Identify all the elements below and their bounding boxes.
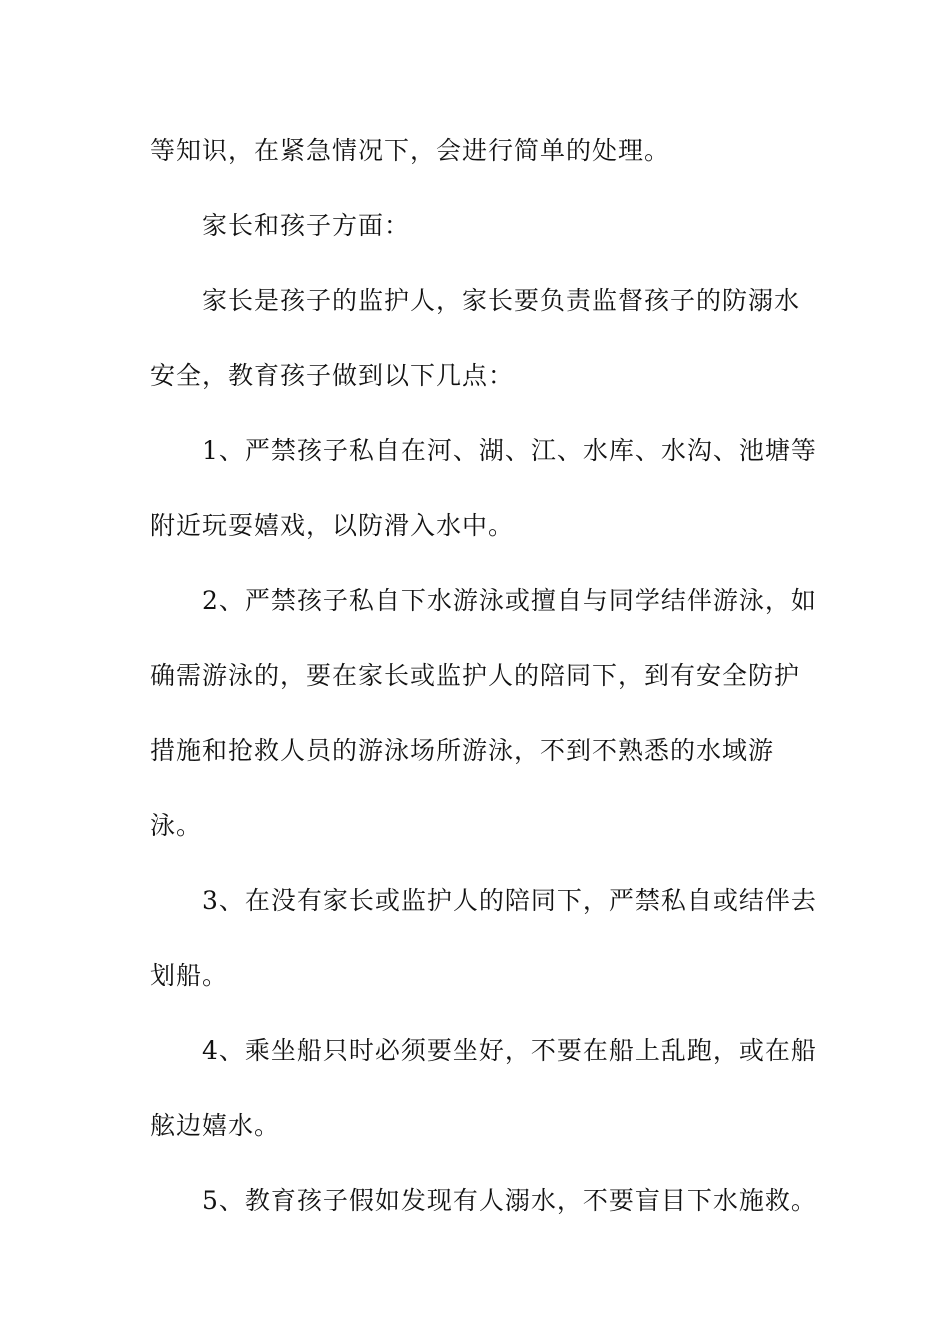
text-line-15: 5、教育孩子假如发现有人溺水，不要盲目下水施救。 xyxy=(202,1186,817,1215)
text-line-7: 2、严禁孩子私自下水游泳或擅自与同学结伴游泳，如 xyxy=(202,586,817,615)
text-line-2: 家长和孩子方面： xyxy=(202,211,411,240)
text-line-6: 附近玩耍嬉戏，以防滑入水中。 xyxy=(150,511,515,540)
text-line-14: 舷边嬉水。 xyxy=(150,1111,281,1140)
text-line-13: 4、乘坐船只时必须要坐好，不要在船上乱跑，或在船 xyxy=(202,1036,817,1065)
text-line-12: 划船。 xyxy=(150,961,229,990)
text-line-4: 安全，教育孩子做到以下几点： xyxy=(150,361,515,390)
text-line-11: 3、在没有家长或监护人的陪同下，严禁私自或结伴去 xyxy=(202,886,817,915)
text-line-10: 泳。 xyxy=(150,811,203,840)
text-line-5: 1、严禁孩子私自在河、湖、江、水库、水沟、池塘等 xyxy=(202,436,817,465)
text-line-8: 确需游泳的，要在家长或监护人的陪同下，到有安全防护 xyxy=(150,661,801,690)
text-line-9: 措施和抢救人员的游泳场所游泳，不到不熟悉的水域游 xyxy=(150,736,775,765)
text-line-1: 等知识，在紧急情况下，会进行简单的处理。 xyxy=(150,136,671,165)
text-line-3: 家长是孩子的监护人，家长要负责监督孩子的防溺水 xyxy=(202,286,801,315)
